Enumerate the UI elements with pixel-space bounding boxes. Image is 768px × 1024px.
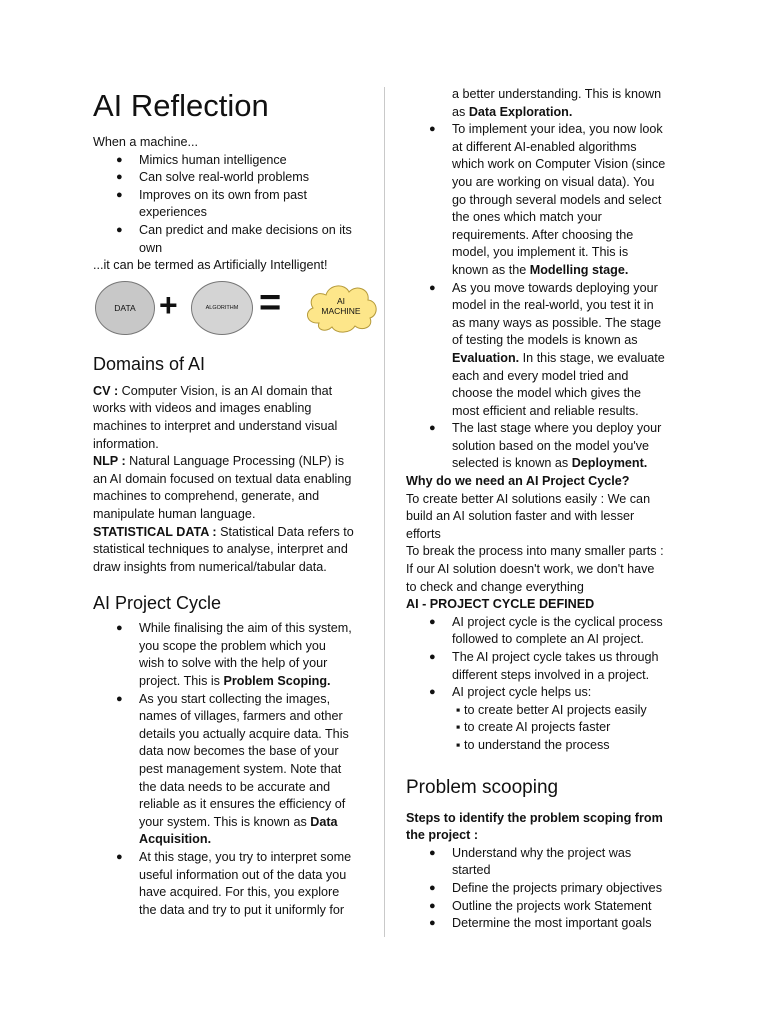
list-item: ● Determine the most important goals (429, 916, 652, 931)
left-column (93, 0, 363, 919)
list-item: ● The last stage where you deploy your solution based on the model you've selected is known as Deployment. (429, 421, 662, 471)
domains-heading: Domains of AI (93, 353, 206, 374)
list-item: ● Can predict and make decisions on its own (116, 222, 352, 255)
equals-sign: = (259, 281, 282, 324)
intro-lead: When a machine... (93, 135, 198, 149)
ai-equation-diagram (93, 279, 363, 339)
right-column (406, 0, 686, 933)
why-text: To create better AI solutions easily : We can build an AI solution faster and with lesser efforts To break the process into many smaller parts : If our AI solution doesn't work, we don't have to check and change everything (406, 491, 664, 594)
ai-machine-label: AI MACHINE (321, 295, 361, 316)
project-cycle-list (93, 620, 363, 919)
list-item: ● Improves on its own from past experiences (116, 187, 307, 220)
project-cycle-list-continued (406, 86, 686, 473)
data-circle: DATA (95, 281, 155, 335)
intro-list (93, 152, 363, 258)
list-item: ● As you move towards deploying your model in the real-world, you test it in as many ways as possible. The stage of testing the models is known as Evaluation. In this stage, we evaluate each and every model tried and choose the model which gives the most efficient and reliable results. (429, 280, 665, 418)
list-item: ● While finalising the aim of this system, you scope the problem which you wish to solve with the help of your project. This is Problem Scoping. (116, 621, 352, 689)
list-item: ● AI project cycle is the cyclical process followed to complete an AI project. (429, 614, 663, 647)
algorithm-circle: ALGORITHM (191, 281, 253, 335)
cycle-defined-list (406, 614, 686, 755)
steps-heading: Steps to identify the problem scoping from (406, 810, 663, 825)
list-item: ● The AI project cycle takes us through different steps involved in a project. (429, 650, 659, 682)
list-item: ● Mimics human intelligence (116, 152, 287, 167)
list-item: ● To implement your idea, you now look at different AI-enabled algorithms which work on Computer Vision (since you are working on visual data). You go through several models and select the ones which match your requirements. After choosing the model, you implement it. This is known as the Modelling stage. (429, 122, 666, 277)
list-item: ● As you start collecting the images, names of villages, farmers and other details you actually acquire data. This data now becomes the base of your pest management system. Note that the data needs to be accurate and reliable as it ensures the efficiency of your system. This is known as Data Acquisition. (116, 691, 349, 847)
domains-text: CV : Computer Vision, is an AI domain that works with videos and images enabling machines to interpret and understand visual information. NLP : Natural Language Processing (NLP) is an AI domain focused on textual data enabling machines to comprehend, generate, and manipulate human language. STATISTICAL DATA : Statistical Data refers to statistical techniques to analyse, interpret and draw insights from numerical/tabular data. (93, 383, 354, 574)
list-item: a better understanding. This is known as Data Exploration. (452, 87, 662, 119)
list-item: ● Understand why the project was started (429, 845, 632, 878)
list-item: ● AI project cycle helps us: (429, 685, 592, 700)
list-item: ● Define the projects primary objectives (429, 880, 662, 895)
list-item: ● Can solve real-world problems (116, 170, 310, 185)
page-title: AI Reflection (93, 88, 269, 123)
sub-list-item: ▪ to create AI projects faster (456, 720, 611, 735)
steps-heading-cont: the project : (406, 828, 479, 843)
scooping-steps-list (406, 845, 686, 933)
list-item: ● At this stage, you try to interpret some useful information out of the data you have acquired. For this, you explore the data and try to put it uniformly for (116, 850, 352, 917)
column-divider (384, 87, 385, 937)
why-heading: Why do we need an AI Project Cycle? (406, 474, 630, 489)
sub-list-item: ▪ to create better AI projects easily (456, 702, 647, 717)
cycle-defined-heading: AI - PROJECT CYCLE DEFINED (406, 597, 595, 612)
list-item: ● Outline the projects work Statement (429, 898, 652, 913)
intro-closing: ...it can be termed as Artificially Intelligent! (93, 258, 328, 273)
project-cycle-heading: AI Project Cycle (93, 593, 222, 614)
problem-scooping-heading: Problem scooping (406, 776, 559, 798)
plus-sign: + (159, 286, 178, 323)
sub-list-item: ▪ to understand the process (456, 737, 610, 752)
